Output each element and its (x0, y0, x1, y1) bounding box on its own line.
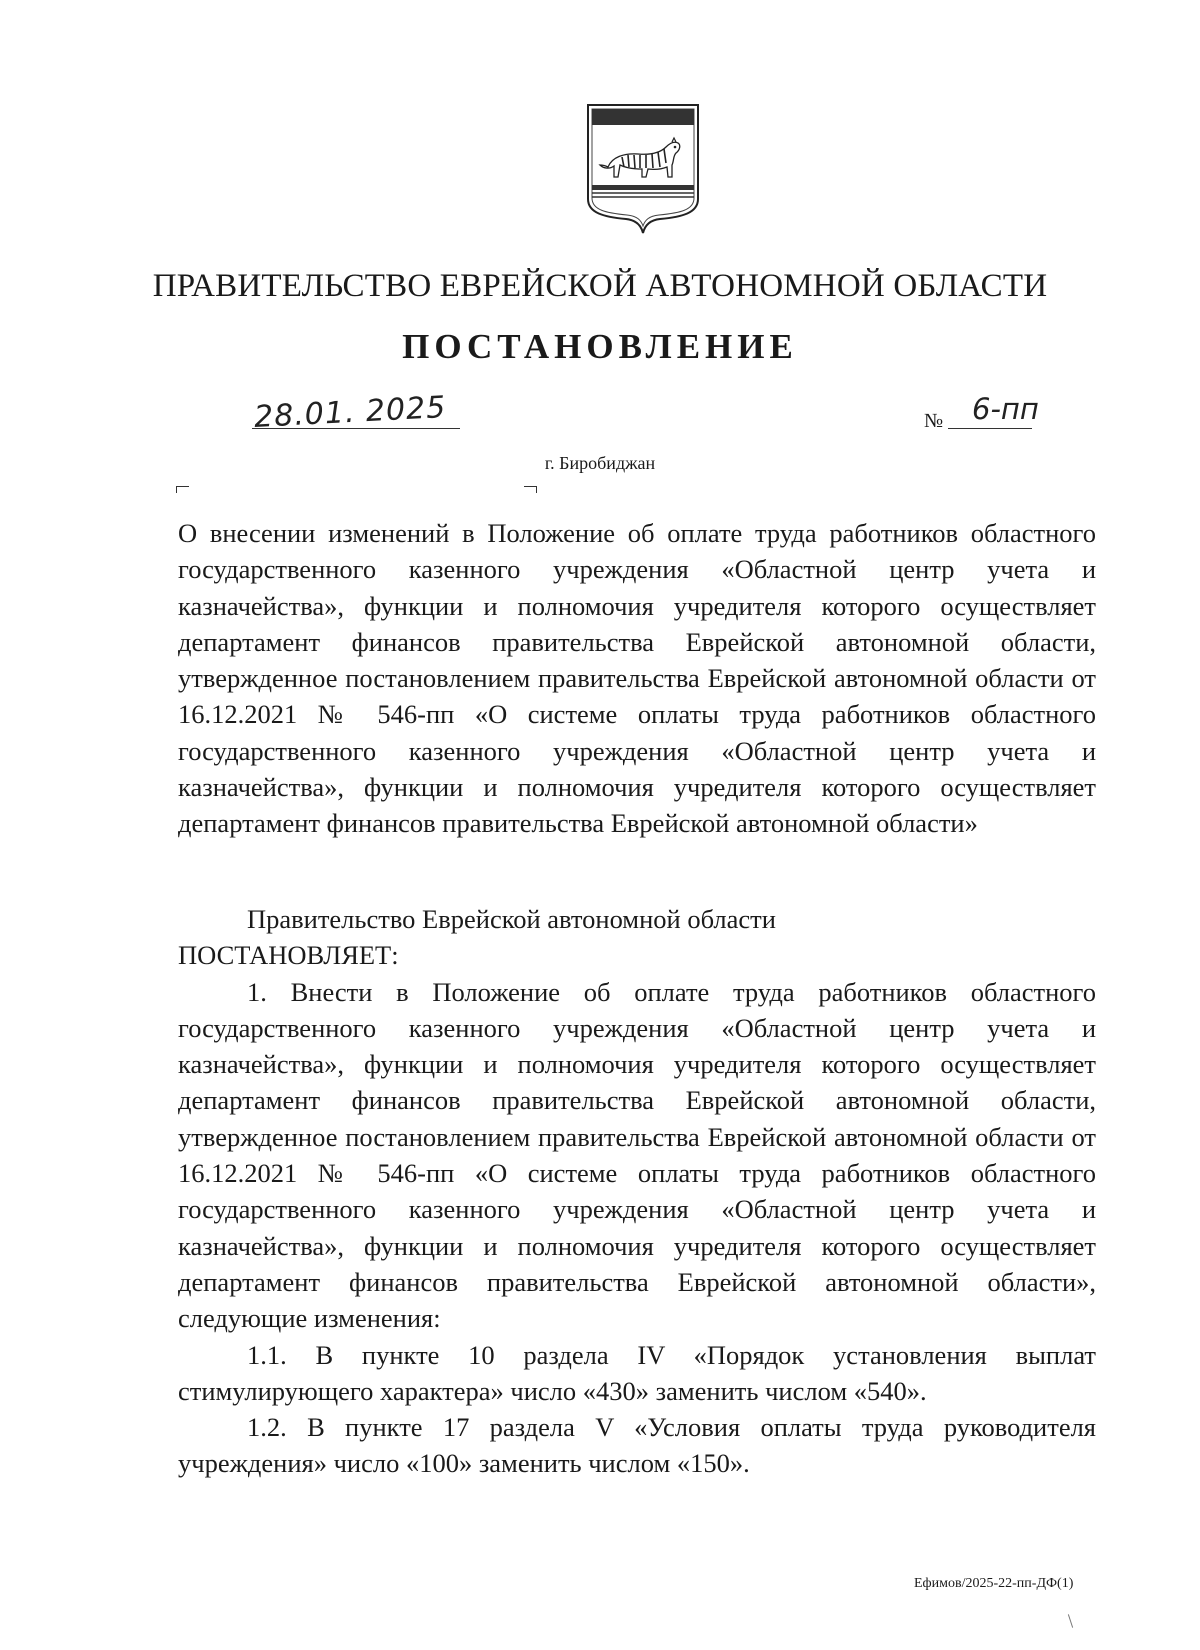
date-underline (252, 428, 460, 429)
document-subject: О внесении изменений в Положение об оплате труда работников областного государственного казенного учреждения «Областной центр учета и казначейства», функции и полномочия учредителя которого осуществляет департамент финансов правительства Еврейской автономной области, утвержденное постановлением правительства Еврейской автономной области от 16.12.2021 № 546-пп «О системе оплаты труда работников областного государственного казенного учреждения «Областной центр учета и казначейства», функции и полномочия учредителя которого осуществляет департамент финансов правительства Еврейской автономной области» (178, 518, 1096, 839)
paragraph-1-2: 1.2. В пункте 17 раздела V «Условия оплаты труда руководителя учреждения» число «100» заменить числом «150». (178, 1412, 1096, 1479)
subject-bracket-right (524, 486, 537, 493)
coat-of-arms-tiger-icon (586, 103, 700, 235)
subject-bracket-left (176, 486, 189, 493)
document-type: ПОСТАНОВЛЕНИЕ (402, 327, 798, 366)
number-underline (948, 428, 1032, 429)
city-name: г. Биробиджан (544, 453, 656, 473)
handwritten-number: 6-пп (972, 392, 1039, 426)
paragraph-1: 1. Внести в Положение об оплате труда работников областного государственного казенного учреждения «Областной центр учета и казначейства», функции и полномочия учредителя которого осуществляет департамент финансов правительства Еврейской автономной области, утвержденное постановлением правительства Еврейской автономной области от 16.12.2021 № 546-пп «О системе оплаты труда работников областного государственного казенного учреждения «Областной центр учета и казначейства», функции и полномочия учредителя которого осуществляет департамент финансов правительства Еврейской автономной области», следующие изменения: (178, 976, 1096, 1334)
document-body (178, 901, 1096, 1482)
scan-mark (1068, 1614, 1073, 1628)
number-label: № (924, 410, 944, 432)
paragraph-1-1: 1.1. В пункте 10 раздела IV «Порядок установления выплат стимулирующего характера» число «430» заменить числом «540». (178, 1339, 1096, 1406)
government-title: ПРАВИТЕЛЬСТВО ЕВРЕЙСКОЙ АВТОНОМНОЙ ОБЛАСТИ (152, 268, 1048, 304)
preamble: Правительство Еврейской автономной области (247, 904, 776, 934)
footer-code: Ефимов/2025-22-пп-ДФ(1) (914, 1576, 1074, 1591)
resolves-word: ПОСТАНОВЛЯЕТ: (178, 940, 399, 971)
handwritten-date: 28.01. 2025 (253, 389, 448, 436)
